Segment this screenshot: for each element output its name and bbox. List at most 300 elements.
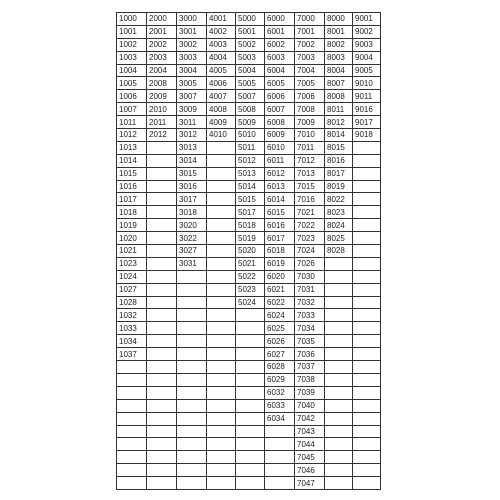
table-cell: 6014 xyxy=(265,193,295,206)
table-cell xyxy=(325,322,353,335)
table-row xyxy=(117,103,381,116)
table-cell xyxy=(147,180,177,193)
table-cell xyxy=(236,373,265,386)
table-cell: 9002 xyxy=(353,25,381,38)
table-cell: 8002 xyxy=(325,38,353,51)
table-cell: 9016 xyxy=(353,103,381,116)
table-cell xyxy=(147,373,177,386)
table-cell: 9018 xyxy=(353,129,381,142)
table-cell xyxy=(207,309,236,322)
table-cell: 5024 xyxy=(236,296,265,309)
table-cell: 4002 xyxy=(207,25,236,38)
table-cell xyxy=(117,361,147,374)
table-cell xyxy=(207,245,236,258)
table-row xyxy=(117,206,381,219)
table-cell: 4010 xyxy=(207,129,236,142)
table-cell xyxy=(147,206,177,219)
table-cell: 1015 xyxy=(117,167,147,180)
table-row xyxy=(117,322,381,335)
table-cell xyxy=(147,464,177,477)
table-cell: 5020 xyxy=(236,245,265,258)
table-cell: 6016 xyxy=(265,219,295,232)
table-cell xyxy=(177,477,207,490)
table-cell: 8001 xyxy=(325,25,353,38)
table-cell: 6021 xyxy=(265,283,295,296)
table-cell xyxy=(147,425,177,438)
table-cell: 7038 xyxy=(295,373,325,386)
table-cell: 7002 xyxy=(295,38,325,51)
table-cell: 3009 xyxy=(177,103,207,116)
table-cell xyxy=(353,232,381,245)
table-cell: 7032 xyxy=(295,296,325,309)
table-row xyxy=(117,167,381,180)
table-cell: 1002 xyxy=(117,38,147,51)
table-cell xyxy=(177,464,207,477)
table-row xyxy=(117,38,381,51)
table-cell: 5022 xyxy=(236,270,265,283)
table-cell: 4004 xyxy=(207,51,236,64)
table-cell: 1019 xyxy=(117,219,147,232)
table-cell: 1027 xyxy=(117,283,147,296)
table-cell xyxy=(147,451,177,464)
table-cell xyxy=(147,219,177,232)
table-cell: 6027 xyxy=(265,348,295,361)
table-row xyxy=(117,219,381,232)
table-cell: 6033 xyxy=(265,399,295,412)
table-row xyxy=(117,386,381,399)
table-cell xyxy=(207,232,236,245)
table-cell xyxy=(353,464,381,477)
table-cell: 6012 xyxy=(265,167,295,180)
table-row xyxy=(117,245,381,258)
table-cell xyxy=(325,361,353,374)
table-cell: 8007 xyxy=(325,77,353,90)
table-cell xyxy=(353,361,381,374)
table-cell: 6010 xyxy=(265,141,295,154)
table-cell: 3013 xyxy=(177,141,207,154)
table-cell xyxy=(236,348,265,361)
table-cell xyxy=(353,477,381,490)
table-cell xyxy=(236,335,265,348)
table-cell: 9010 xyxy=(353,77,381,90)
table-cell: 2004 xyxy=(147,64,177,77)
table-row xyxy=(117,64,381,77)
table-cell xyxy=(147,167,177,180)
table-cell xyxy=(353,180,381,193)
table-cell: 3031 xyxy=(177,257,207,270)
table-cell: 8019 xyxy=(325,180,353,193)
table-cell: 4006 xyxy=(207,77,236,90)
table-cell: 7013 xyxy=(295,167,325,180)
table-cell xyxy=(177,296,207,309)
table-row xyxy=(117,51,381,64)
table-cell xyxy=(147,412,177,425)
table-cell: 7005 xyxy=(295,77,325,90)
table-cell xyxy=(325,399,353,412)
table-cell: 9003 xyxy=(353,38,381,51)
table-cell xyxy=(207,373,236,386)
table-cell xyxy=(353,412,381,425)
table-cell: 2010 xyxy=(147,103,177,116)
table-cell: 6008 xyxy=(265,116,295,129)
table-cell: 7024 xyxy=(295,245,325,258)
table-cell: 9011 xyxy=(353,90,381,103)
table-cell: 2003 xyxy=(147,51,177,64)
table-cell xyxy=(265,438,295,451)
table-cell: 6005 xyxy=(265,77,295,90)
table-cell xyxy=(236,361,265,374)
table-cell: 8024 xyxy=(325,219,353,232)
table-cell xyxy=(147,348,177,361)
table-cell xyxy=(177,361,207,374)
table-cell xyxy=(207,361,236,374)
table-row xyxy=(117,361,381,374)
table-cell: 5001 xyxy=(236,25,265,38)
table-row xyxy=(117,232,381,245)
table-cell xyxy=(236,425,265,438)
table-cell xyxy=(147,399,177,412)
table-cell xyxy=(265,451,295,464)
table-cell xyxy=(325,477,353,490)
table-cell xyxy=(177,386,207,399)
table-cell xyxy=(147,296,177,309)
table-cell: 3004 xyxy=(177,64,207,77)
table-cell xyxy=(147,309,177,322)
table-cell: 6017 xyxy=(265,232,295,245)
table-cell xyxy=(265,464,295,477)
table-row xyxy=(117,257,381,270)
table-cell: 7006 xyxy=(295,90,325,103)
table-cell xyxy=(207,438,236,451)
table-cell: 8008 xyxy=(325,90,353,103)
table-cell xyxy=(147,438,177,451)
table-cell: 4008 xyxy=(207,103,236,116)
table-cell: 8014 xyxy=(325,129,353,142)
table-cell: 5004 xyxy=(236,64,265,77)
table-cell xyxy=(207,412,236,425)
table-cell: 1023 xyxy=(117,257,147,270)
table-cell: 7003 xyxy=(295,51,325,64)
table-cell: 1018 xyxy=(117,206,147,219)
table-cell: 7001 xyxy=(295,25,325,38)
table-cell: 6006 xyxy=(265,90,295,103)
table-cell xyxy=(325,283,353,296)
table-cell: 1014 xyxy=(117,154,147,167)
table-cell xyxy=(353,154,381,167)
table-cell xyxy=(117,438,147,451)
table-cell: 6018 xyxy=(265,245,295,258)
table-cell xyxy=(207,335,236,348)
table-cell: 5012 xyxy=(236,154,265,167)
table-cell xyxy=(353,283,381,296)
table-cell: 5014 xyxy=(236,180,265,193)
table-cell xyxy=(147,322,177,335)
table-cell xyxy=(353,309,381,322)
table-cell: 5003 xyxy=(236,51,265,64)
table-cell xyxy=(265,477,295,490)
table-cell: 7030 xyxy=(295,270,325,283)
table-row xyxy=(117,270,381,283)
table-row xyxy=(117,477,381,490)
table-cell: 8000 xyxy=(325,13,353,26)
table-cell: 4007 xyxy=(207,90,236,103)
table-cell xyxy=(207,322,236,335)
table-cell xyxy=(207,348,236,361)
table-cell: 5000 xyxy=(236,13,265,26)
table-cell: 2002 xyxy=(147,38,177,51)
table-cell xyxy=(325,335,353,348)
table-cell: 5019 xyxy=(236,232,265,245)
table-cell xyxy=(325,296,353,309)
table-cell xyxy=(147,257,177,270)
table-cell: 6034 xyxy=(265,412,295,425)
table-cell xyxy=(325,257,353,270)
table-cell xyxy=(325,270,353,283)
table-cell xyxy=(117,399,147,412)
table-cell xyxy=(147,141,177,154)
table-row xyxy=(117,193,381,206)
table-cell: 7040 xyxy=(295,399,325,412)
table-cell: 3002 xyxy=(177,38,207,51)
table-cell xyxy=(353,270,381,283)
table-cell: 9004 xyxy=(353,51,381,64)
table-cell: 1020 xyxy=(117,232,147,245)
table-cell: 7044 xyxy=(295,438,325,451)
table-cell: 6024 xyxy=(265,309,295,322)
table-cell: 6025 xyxy=(265,322,295,335)
table-cell: 8028 xyxy=(325,245,353,258)
table-cell: 6019 xyxy=(265,257,295,270)
table-cell xyxy=(147,283,177,296)
table-cell xyxy=(207,219,236,232)
table-cell: 6007 xyxy=(265,103,295,116)
table-cell: 7042 xyxy=(295,412,325,425)
table-cell xyxy=(325,412,353,425)
table-cell: 9017 xyxy=(353,116,381,129)
table-cell xyxy=(177,399,207,412)
table-cell: 1001 xyxy=(117,25,147,38)
table-cell xyxy=(236,438,265,451)
table-cell: 3027 xyxy=(177,245,207,258)
table-cell xyxy=(177,283,207,296)
table-cell: 5008 xyxy=(236,103,265,116)
table-cell: 6011 xyxy=(265,154,295,167)
table-cell: 7004 xyxy=(295,64,325,77)
table-cell: 6022 xyxy=(265,296,295,309)
table-cell: 7021 xyxy=(295,206,325,219)
table-cell xyxy=(325,451,353,464)
table-cell: 7010 xyxy=(295,129,325,142)
table-cell xyxy=(207,206,236,219)
table-cell xyxy=(177,412,207,425)
table-cell xyxy=(325,373,353,386)
table-cell xyxy=(207,283,236,296)
table-cell: 5013 xyxy=(236,167,265,180)
table-cell xyxy=(236,412,265,425)
table-cell: 2001 xyxy=(147,25,177,38)
table-cell: 9001 xyxy=(353,13,381,26)
table-cell xyxy=(177,309,207,322)
table-cell: 3011 xyxy=(177,116,207,129)
table-cell: 5009 xyxy=(236,116,265,129)
table-cell xyxy=(325,438,353,451)
table-cell: 6028 xyxy=(265,361,295,374)
table-cell xyxy=(353,193,381,206)
table-cell: 5017 xyxy=(236,206,265,219)
table-cell: 3018 xyxy=(177,206,207,219)
table-row xyxy=(117,180,381,193)
table-cell xyxy=(207,425,236,438)
table-cell: 3022 xyxy=(177,232,207,245)
table-cell xyxy=(353,335,381,348)
table-cell: 7012 xyxy=(295,154,325,167)
table-cell: 7016 xyxy=(295,193,325,206)
table-cell xyxy=(207,193,236,206)
table-row xyxy=(117,309,381,322)
table-row xyxy=(117,154,381,167)
table-cell xyxy=(236,399,265,412)
table-cell: 1028 xyxy=(117,296,147,309)
table-row xyxy=(117,77,381,90)
table-cell: 1005 xyxy=(117,77,147,90)
table-cell: 7026 xyxy=(295,257,325,270)
table-cell: 7043 xyxy=(295,425,325,438)
table-cell xyxy=(117,386,147,399)
table-cell xyxy=(117,464,147,477)
table-cell: 5005 xyxy=(236,77,265,90)
table-cell: 3016 xyxy=(177,180,207,193)
table-cell xyxy=(147,477,177,490)
table-cell xyxy=(353,206,381,219)
table-cell: 5011 xyxy=(236,141,265,154)
table-cell: 3007 xyxy=(177,90,207,103)
table-cell: 3014 xyxy=(177,154,207,167)
table-cell: 1006 xyxy=(117,90,147,103)
table-cell: 7031 xyxy=(295,283,325,296)
table-cell: 1000 xyxy=(117,13,147,26)
table-cell xyxy=(353,245,381,258)
table-cell: 7022 xyxy=(295,219,325,232)
table-cell: 5002 xyxy=(236,38,265,51)
table-cell: 3000 xyxy=(177,13,207,26)
table-cell xyxy=(236,386,265,399)
table-cell: 7034 xyxy=(295,322,325,335)
table-cell: 6015 xyxy=(265,206,295,219)
table-cell: 7023 xyxy=(295,232,325,245)
table-cell: 7035 xyxy=(295,335,325,348)
table-cell xyxy=(207,477,236,490)
table-cell: 1013 xyxy=(117,141,147,154)
table-cell: 6002 xyxy=(265,38,295,51)
table-cell: 8015 xyxy=(325,141,353,154)
table-cell xyxy=(236,322,265,335)
table-cell: 6003 xyxy=(265,51,295,64)
table-cell: 2009 xyxy=(147,90,177,103)
table-cell xyxy=(207,167,236,180)
table-cell xyxy=(353,141,381,154)
table-cell: 7033 xyxy=(295,309,325,322)
table-cell xyxy=(177,270,207,283)
table-cell: 8022 xyxy=(325,193,353,206)
table-cell xyxy=(177,322,207,335)
table-cell: 6026 xyxy=(265,335,295,348)
table-cell: 7009 xyxy=(295,116,325,129)
table-cell xyxy=(117,477,147,490)
table-cell xyxy=(147,154,177,167)
table-cell: 3020 xyxy=(177,219,207,232)
table-cell xyxy=(177,438,207,451)
table-cell xyxy=(207,141,236,154)
table-cell xyxy=(147,193,177,206)
table-cell xyxy=(117,373,147,386)
table-cell xyxy=(236,464,265,477)
table-row xyxy=(117,425,381,438)
table-cell: 7015 xyxy=(295,180,325,193)
table-cell xyxy=(236,451,265,464)
table-cell: 5023 xyxy=(236,283,265,296)
table-cell: 1034 xyxy=(117,335,147,348)
table-cell: 4009 xyxy=(207,116,236,129)
table-row xyxy=(117,116,381,129)
table-cell xyxy=(325,309,353,322)
table-row xyxy=(117,373,381,386)
table-row xyxy=(117,13,381,26)
table-cell: 3003 xyxy=(177,51,207,64)
table-cell xyxy=(207,451,236,464)
table-cell xyxy=(207,257,236,270)
table-row xyxy=(117,464,381,477)
table-cell: 8003 xyxy=(325,51,353,64)
table-cell: 3001 xyxy=(177,25,207,38)
table-cell: 7000 xyxy=(295,13,325,26)
table-cell xyxy=(207,399,236,412)
table-cell xyxy=(353,438,381,451)
table-cell xyxy=(207,180,236,193)
table-cell xyxy=(325,425,353,438)
table-cell xyxy=(117,412,147,425)
table-cell xyxy=(353,296,381,309)
table-cell: 7047 xyxy=(295,477,325,490)
table-cell xyxy=(177,373,207,386)
table-cell xyxy=(265,425,295,438)
table-cell xyxy=(353,257,381,270)
table-cell: 1012 xyxy=(117,129,147,142)
table-cell: 2008 xyxy=(147,77,177,90)
table-cell xyxy=(207,464,236,477)
table-cell: 1003 xyxy=(117,51,147,64)
table-row xyxy=(117,412,381,425)
table-cell: 5010 xyxy=(236,129,265,142)
table-cell xyxy=(177,451,207,464)
table-cell: 8017 xyxy=(325,167,353,180)
table-cell: 8012 xyxy=(325,116,353,129)
table-row xyxy=(117,25,381,38)
table-cell xyxy=(325,386,353,399)
table-cell: 7008 xyxy=(295,103,325,116)
table-cell xyxy=(353,451,381,464)
table-row xyxy=(117,438,381,451)
table-cell: 1033 xyxy=(117,322,147,335)
table-cell: 8004 xyxy=(325,64,353,77)
table-cell: 5018 xyxy=(236,219,265,232)
table-cell: 6032 xyxy=(265,386,295,399)
table-cell: 8016 xyxy=(325,154,353,167)
table-row xyxy=(117,296,381,309)
table-cell: 6029 xyxy=(265,373,295,386)
table-cell xyxy=(177,348,207,361)
table-row xyxy=(117,451,381,464)
table-row xyxy=(117,90,381,103)
